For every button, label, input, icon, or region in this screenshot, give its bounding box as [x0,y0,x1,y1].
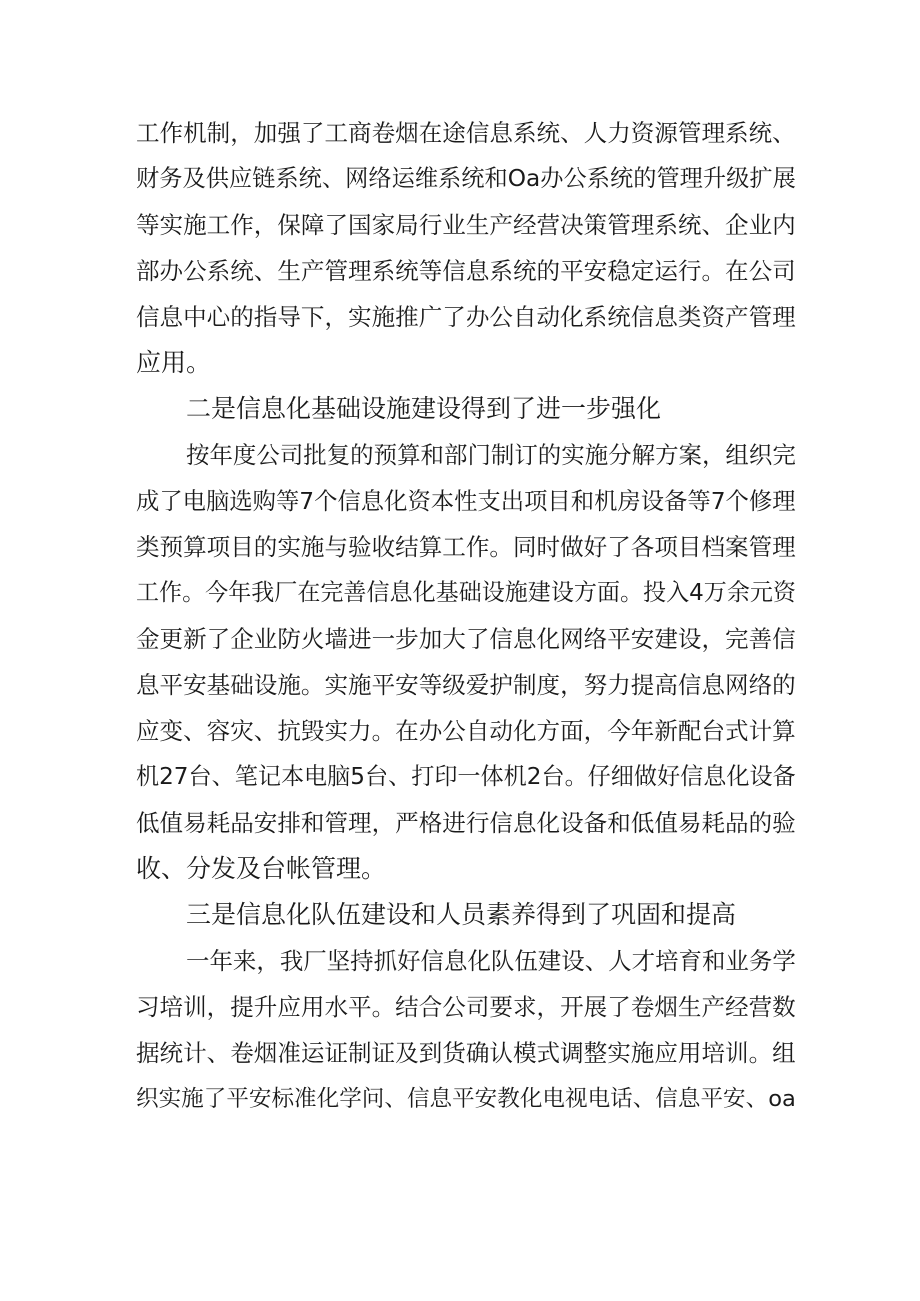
text-line: 习培训，提升应用水平。结合公司要求，开展了卷烟生产经营数 [136,993,796,1021]
paragraph-first-line: 一年来，我厂坚持抓好信息化队伍建设、人才培育和业务学 [186,947,796,975]
paragraph-first-line: 二是信息化基础设施建设得到了进一步强化 [186,394,662,423]
paragraph-first-line: 按年度公司批复的预算和部门制订的实施分解方案，组织完 [186,441,796,469]
text-line: 部办公系统、生产管理系统等信息系统的平安稳定运行。在公司 [136,257,796,285]
text-line: 等实施工作，保障了国家局行业生产经营决策管理系统、企业内 [136,211,796,239]
text-line: 织实施了平安标准化学问、信息平安教化电视电话、信息平安、oa [136,1086,796,1112]
text-line: 机27台、笔记本电脑5台、打印一体机2台。仔细做好信息化设备 [136,764,796,790]
text-line: 低值易耗品安排和管理，严格进行信息化设备和低值易耗品的验 [136,809,796,837]
paragraph-first-line: 三是信息化队伍建设和人员素养得到了巩固和提高 [186,900,737,929]
document-body [136,110,796,1122]
text-line: 金更新了企业防火墙进一步加大了信息化网络平安建设，完善信 [136,625,796,653]
text-line: 成了电脑选购等7个信息化资本性支出项目和机房设备等7个修理 [136,487,796,515]
text-line: 信息中心的指导下，实施推广了办公自动化系统信息类资产管理 [136,303,796,331]
text-line: 应用。 [136,348,212,377]
text-line: 据统计、卷烟准运证制证及到货确认模式调整实施应用培训。组 [136,1039,796,1067]
text-line: 财务及供应链系统、网络运维系统和Oa办公系统的管理升级扩展 [136,165,796,192]
text-line: 工作。今年我厂在完善信息化基础设施建设方面。投入4万余元资 [136,580,796,606]
text-line: 息平安基础设施。实施平安等级爱护制度，努力提高信息网络的 [136,671,796,699]
text-line: 类预算项目的实施与验收结算工作。同时做好了各项目档案管理 [136,533,796,561]
text-line: 工作机制，加强了工商卷烟在途信息系统、人力资源管理系统、 [136,119,796,147]
text-line: 收、分发及台帐管理。 [136,854,387,883]
text-line: 应变、容灾、抗毁实力。在办公自动化方面，今年新配台式计算 [136,717,796,745]
